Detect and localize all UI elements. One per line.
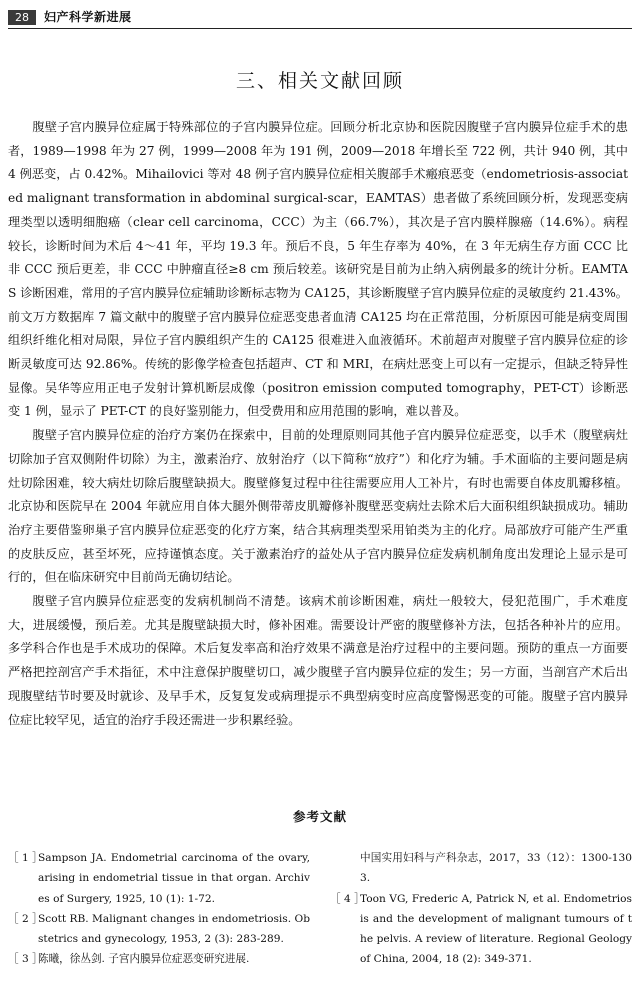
- page-header: [0, 0, 640, 28]
- reference-text: Scott RB. Malignant changes in endometriosis. Obstetrics and gynecology, 1953, 2 (3): 283-289.: [38, 912, 310, 946]
- reference-item: [8, 909, 310, 950]
- reference-item: [8, 848, 310, 909]
- reference-continuation: 中国实用妇科与产科杂志，2017，33（12）：1300-1303.: [360, 852, 632, 885]
- section-title: 三、相关文献回顾: [235, 70, 404, 92]
- reference-text: Toon VG, Frederic A, Patrick N, et al. Endometriosis and the development of malignant tumours of the pelvis. A review of literature. Regional Geology of China, 2004, 18 (2): 349-371.: [360, 892, 632, 966]
- reference-text: Sampson JA. Endometrial carcinoma of the ovary, arising in endometrial tissue in that organ. Archives of Surgery, 1925, 10 (1): 1-72.: [38, 852, 310, 905]
- reference-text: 陈曦，徐丛剑. 子宫内膜异位症恶变研究进展.: [38, 953, 250, 966]
- journal-title: 妇产科学新进展: [44, 10, 132, 24]
- paragraph-3: 腹壁子宫内膜异位症恶变的发病机制尚不清楚。该病术前诊断困难，病灶一般较大，侵犯范围广，手术难度大，进展缓慢，预后差。尤其是腹壁缺损大时，修补困难。需要设计严密的腹壁修补方法，包括各种补片的应用。多学科合作也是手术成功的保障。术后复发率高和治疗效果不满意是治疗过程中的主要问题。预防的重点一方面要严格把控剖宫产手术指征，术中注意保护腹壁切口，减少腹壁子宫内膜异位症的发生；另一方面，当剖宫产术后出现腹壁结节时要及时就诊、及早手术，反复复发或病理提示不典型病变时应高度警惕恶变的可能。腹壁子宫内膜异位症比较罕见，适宜的治疗手段还需进一步积累经验。: [8, 594, 628, 727]
- paragraph-2: 腹壁子宫内膜异位症的治疗方案仍在探索中，目前的处理原则同其他子宫内膜异位症恶变，以手术（腹壁病灶切除加子宫双侧附件切除）为主，激素治疗、放射治疗（以下简称“放疗”）和化疗为辅。手术面临的主要问题是病灶切除困难，较大病灶切除后腹壁缺损大。腹壁修复过程中往往需要应用人工补片，有时也需要自体皮肌瓣移植。北京协和医院早在 2004 年就应用自体大腿外侧带蒂皮肌瓣修补腹壁恶变病灶去除术后大面积组织缺损成功。辅助治疗主要借鉴卵巢子宫内膜异位症恶变的化疗方案，结合其病理类型采用铂类为主的化疗。局部放疗可能产生严重的皮肤反应，甚至坏死，应持谨慎态度。关于激素治疗的益处从子宫内膜异位症发病机制角度出发理论上显示是可行的，但在临床研究中目前尚无确切结论。: [8, 428, 628, 585]
- reference-item: [330, 889, 632, 970]
- references-title: 参考文献: [292, 809, 347, 824]
- reference-number: ［ 4 ］: [330, 892, 365, 905]
- references-right-column: [330, 848, 632, 970]
- paragraph-1: 腹壁子宫内膜异位症属于特殊部位的子宫内膜异位症。回顾分析北京协和医院因腹壁子宫内膜异位症手术的患者，1989—1998 年为 27 例，1999—2008 年为 191 例，2009—2018 年增长至 722 例，共计 940 例，其中 4 例恶变，占 0.42%。Mihailovici 等对 48 例子宫内膜异位症相关腹部手术瘢痕恶变（endometriosis-associated malignant transformation in abdominal surgical-scar，EAMTAS）患者做了系统回顾分析，发现恶变病理类型以透明细胞癌（clear cell carcinoma，CCC）为主（66.7%），其次是子宫内膜样腺癌（14.6%）。病程较长，诊断时间为术后 4～41 年，平均 19.3 年。预后不良，5 年生存率为 40%，在 3 年无病生存方面 CCC 比非 CCC 预后更差，非 CCC 中肿瘤直径≥8 cm 预后较差。该研究是目前为止纳入病例最多的统计分析。EAMTAS 诊断困难，常用的子宫内膜异位症辅助诊断标志物为 CA125，其诊断腹壁子宫内膜异位症的灵敏度约 21.43%。前文万方数据库 7 篇文献中的腹壁子宫内膜异位症恶变患者血清 CA125 均在正常范围，分析原因可能是病变周围组织纤维化相对局限，异位子宫内膜组织产生的 CA125 很难进入血液循环。术前超声对腹壁子宫内膜异位症的诊断灵敏度可达 92.86%。传统的影像学检查包括超声、CT 和 MRI，在病灶恶变上可以有一定提示，但缺乏特异性显像。吴华等应用正电子发射计算机断层成像（positron emission computed tomography，PET-CT）诊断恶变 1 例，显示了 PET-CT 的良好鉴别能力，但受费用和应用范围的影响，难以普及。: [8, 120, 628, 419]
- reference-item: [8, 949, 310, 969]
- header-divider: [8, 28, 632, 29]
- reference-number: ［ 2 ］: [8, 912, 43, 925]
- page-number: 28: [8, 10, 36, 25]
- body-text: [8, 116, 628, 732]
- references-left-column: [8, 848, 310, 970]
- reference-number: ［ 3 ］: [8, 953, 43, 966]
- reference-number: ［ 1 ］: [8, 852, 43, 864]
